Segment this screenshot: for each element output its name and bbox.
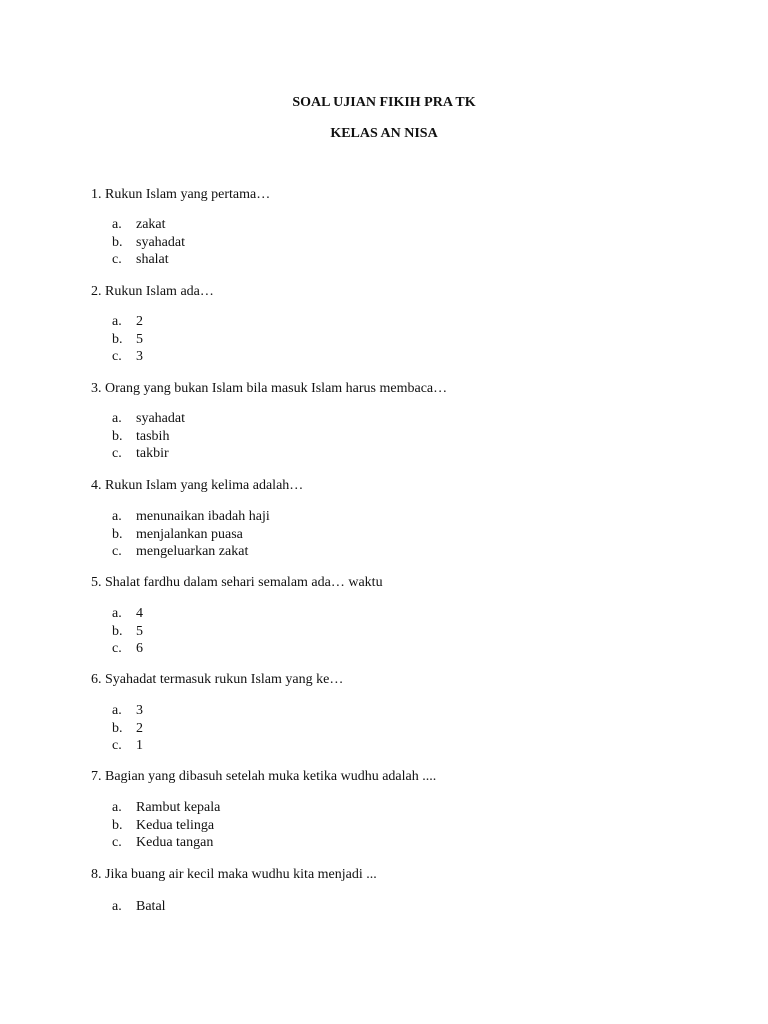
- option-item: [112, 799, 220, 817]
- option-item: [112, 543, 270, 561]
- option-item: [112, 834, 220, 852]
- option-letter: c.: [112, 544, 122, 560]
- question-5: 5. Shalat fardhu dalam sehari semalam ada… waktu: [91, 575, 383, 590]
- option-letter: a.: [112, 217, 122, 232]
- document-subtitle: KELAS AN NISA: [330, 126, 438, 141]
- option-item: [112, 251, 185, 269]
- option-text: syahadat: [136, 234, 185, 250]
- option-text: 5: [136, 331, 143, 347]
- option-text: 5: [136, 623, 143, 639]
- option-letter: b.: [112, 623, 123, 639]
- option-text: syahadat: [136, 411, 185, 426]
- option-text: tasbih: [136, 428, 170, 444]
- question-6-options: [112, 702, 143, 755]
- option-text: 6: [136, 641, 143, 657]
- option-text: Kedua tangan: [136, 835, 214, 851]
- option-text: Rambut kepala: [136, 800, 221, 815]
- option-letter: b.: [112, 234, 123, 250]
- question-7-options: [112, 799, 220, 852]
- option-item: [112, 331, 143, 349]
- option-item: [112, 898, 166, 916]
- option-letter: a.: [112, 800, 122, 815]
- option-text: Kedua telinga: [136, 817, 215, 833]
- option-item: [112, 720, 143, 738]
- option-text: 3: [136, 703, 143, 718]
- option-item: [112, 605, 143, 623]
- option-item: [112, 737, 143, 755]
- option-item: [112, 623, 143, 641]
- option-text: 2: [136, 314, 143, 329]
- option-text: 1: [136, 738, 143, 754]
- option-text: menunaikan ibadah haji: [136, 509, 270, 524]
- question-6: 6. Syahadat termasuk rukun Islam yang ke…: [91, 672, 344, 687]
- question-1-options: [112, 216, 185, 269]
- question-8-options: [112, 898, 166, 916]
- option-letter: a.: [112, 899, 122, 914]
- option-item: [112, 313, 143, 331]
- option-text: 2: [136, 720, 143, 736]
- option-text: zakat: [136, 217, 166, 232]
- option-item: [112, 640, 143, 658]
- question-8: 8. Jika buang air kecil maka wudhu kita menjadi ...: [91, 867, 377, 882]
- option-item: [112, 410, 185, 428]
- question-1: 1. Rukun Islam yang pertama…: [91, 187, 271, 202]
- document-title: SOAL UJIAN FIKIH PRA TK: [292, 95, 476, 110]
- option-text: Batal: [136, 899, 166, 914]
- question-7: 7. Bagian yang dibasuh setelah muka ketika wudhu adalah ....: [91, 769, 437, 784]
- question-2: 2. Rukun Islam ada…: [91, 284, 214, 299]
- option-letter: b.: [112, 331, 123, 347]
- option-text: mengeluarkan zakat: [136, 544, 249, 560]
- option-item: [112, 445, 185, 463]
- option-letter: c.: [112, 835, 122, 851]
- option-item: [112, 348, 143, 366]
- option-item: [112, 508, 270, 526]
- option-item: [112, 526, 270, 544]
- option-letter: a.: [112, 314, 122, 329]
- option-letter: b.: [112, 817, 123, 833]
- option-item: [112, 817, 220, 835]
- option-text: menjalankan puasa: [136, 526, 243, 542]
- question-5-options: [112, 605, 143, 658]
- question-3: 3. Orang yang bukan Islam bila masuk Islam harus membaca…: [91, 381, 448, 396]
- option-text: 3: [136, 349, 143, 365]
- option-item: [112, 216, 185, 234]
- question-4: 4. Rukun Islam yang kelima adalah…: [91, 478, 304, 493]
- question-3-options: [112, 410, 185, 463]
- option-letter: a.: [112, 606, 122, 621]
- question-4-options: [112, 508, 270, 561]
- option-text: shalat: [136, 252, 169, 268]
- option-letter: c.: [112, 641, 122, 657]
- option-text: 4: [136, 606, 143, 621]
- question-2-options: [112, 313, 143, 366]
- option-letter: b.: [112, 428, 123, 444]
- option-letter: c.: [112, 252, 122, 268]
- option-letter: b.: [112, 720, 123, 736]
- option-letter: c.: [112, 738, 122, 754]
- option-letter: a.: [112, 509, 122, 524]
- option-letter: c.: [112, 349, 122, 365]
- option-letter: b.: [112, 526, 123, 542]
- option-item: [112, 234, 185, 252]
- option-item: [112, 428, 185, 446]
- option-letter: c.: [112, 446, 122, 462]
- option-letter: a.: [112, 411, 122, 426]
- option-letter: a.: [112, 703, 122, 718]
- option-item: [112, 702, 143, 720]
- option-text: takbir: [136, 446, 169, 462]
